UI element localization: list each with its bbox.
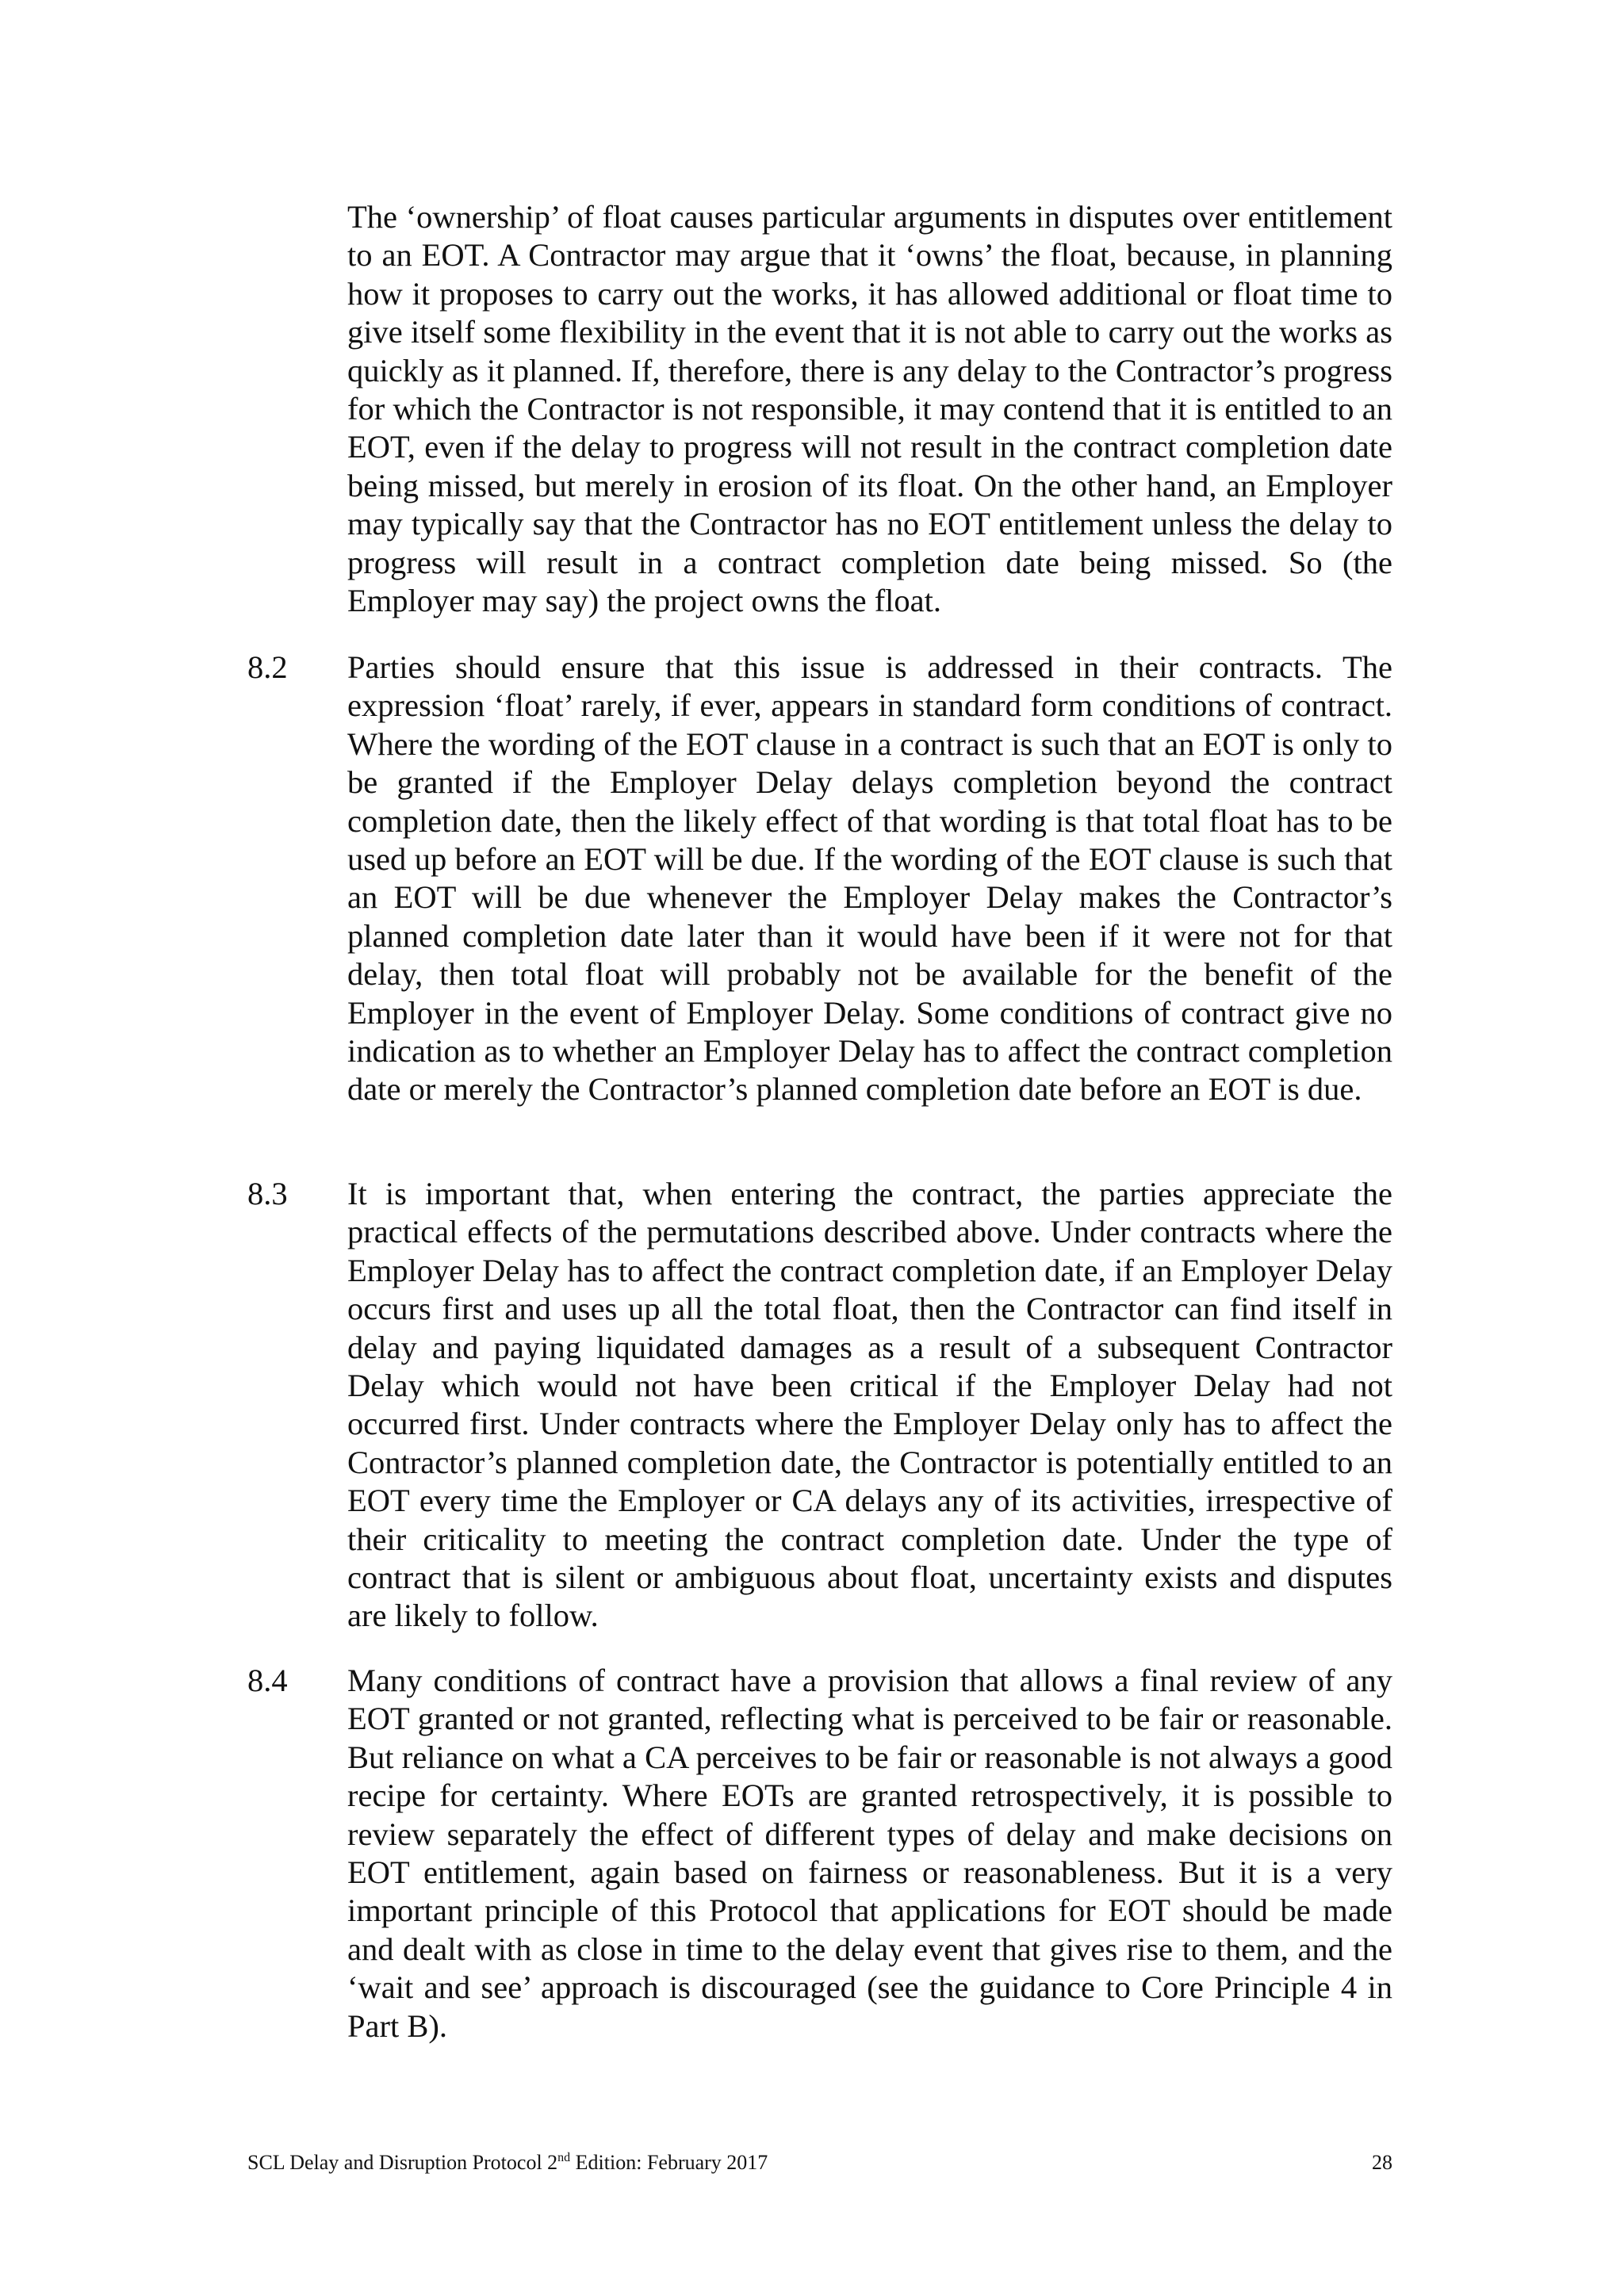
paragraph-number-8-2: 8.2	[247, 649, 288, 685]
paragraph-number-8-4: 8.4	[247, 1663, 288, 1698]
paragraph-8-3: It is important that, when entering the contract, the parties appreciate the practical effects of the permutations described above. Under contracts where the Employer Delay has to affect the contract completion date, if an Employer Delay occurs first and uses up all the total float, then the Contractor can find itself in delay and paying liquidated damages as a result of a subsequent Contractor Delay which would not have been critical if the Employer Delay had not occurred first. Under contracts where the Employer Delay only has to affect the Contractor’s planned completion date, the Contractor is potentially entitled to an EOT every time the Employer or CA delays any of its activities, irrespective of their criticality to meeting the contract completion date. Under the type of contract that is silent or ambiguous about float, uncertainty exists and disputes are likely to follow.	[347, 1176, 1392, 1634]
paragraph-8-4: Many conditions of contract have a provision that allows a final review of any EOT granted or not granted, reflecting what is perceived to be fair or reasonable. But reliance on what a CA perceives to be fair or reasonable is not always a good recipe for certainty. Where EOTs are granted retrospectively, it is possible to review separately the effect of different types of delay and make decisions on EOT entitlement, again based on fairness or reasonableness. But it is a very important principle of this Protocol that applications for EOT should be made and dealt with as close in time to the delay event that gives rise to them, and the ‘wait and see’ approach is discouraged (see the guidance to Core Principle 4 in Part B).	[347, 1663, 1392, 2044]
footer-page-number: 28	[1372, 2151, 1392, 2174]
footer-document-title: SCL Delay and Disruption Protocol 2nd Edition: February 2017	[247, 2151, 768, 2174]
paragraph-float-ownership: The ‘ownership’ of float causes particular arguments in disputes over entitlement to an EOT. A Contractor may argue that it ‘owns’ the float, because, in planning how it proposes to carry out the works, it has allowed additional or float time to give itself some flexibility in the event that it is not able to carry out the works as quickly as it planned. If, therefore, there is any delay to the Contractor’s progress for which the Contractor is not responsible, it may contend that it is entitled to an EOT, even if the delay to progress will not result in the contract completion date being missed, but merely in erosion of its float. On the other hand, an Employer may typically say that the Contractor has no EOT entitlement unless the delay to progress will result in a contract completion date being missed. So (the Employer may say) the project owns the float.	[347, 199, 1392, 619]
paragraph-number-8-3: 8.3	[247, 1176, 288, 1211]
paragraph-8-2: Parties should ensure that this issue is addressed in their contracts. The expression ‘float’ rarely, if ever, appears in standard form conditions of contract. Where the wording of the EOT clause in a contract is such that an EOT is only to be granted if the Employer Delay delays completion beyond the contract completion date, then the likely effect of that wording is that total float has to be used up before an EOT will be due. If the wording of the EOT clause is such that an EOT will be due whenever the Employer Delay makes the Contractor’s planned completion date later than it would have been if it were not for that delay, then total float will probably not be available for the benefit of the Employer in the event of Employer Delay. Some conditions of contract give no indication as to whether an Employer Delay has to affect the contract completion date or merely the Contractor’s planned completion date before an EOT is due.	[347, 649, 1392, 1108]
